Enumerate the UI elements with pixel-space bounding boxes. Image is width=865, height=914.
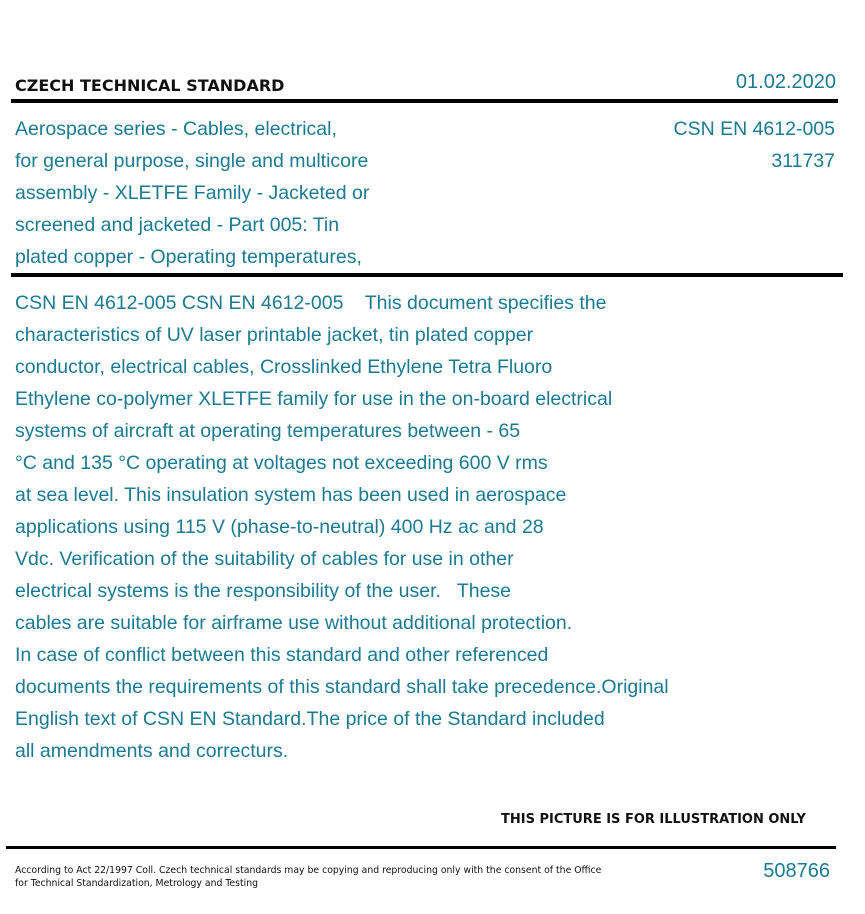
description-line: cables are suitable for airframe use without additional protection. <box>15 612 573 634</box>
description-line: CSN EN 4612-005 CSN EN 4612-005 This document specifies the <box>15 292 607 314</box>
standard-title-line: screened and jacketed - Part 005: Tin <box>15 214 340 236</box>
illustration-disclaimer: THIS PICTURE IS FOR ILLUSTRATION ONLY <box>501 812 806 827</box>
legal-notice-line: According to Act 22/1997 Coll. Czech technical standards may be copying and reproducing only with the consent of the Office <box>15 865 602 876</box>
standard-identifiers <box>673 113 835 177</box>
standard-title-line: plated copper - Operating temperatures, <box>15 246 362 268</box>
document-type-heading: CZECH TECHNICAL STANDARD <box>15 76 285 95</box>
header-divider <box>11 99 838 103</box>
description-line: systems of aircraft at operating temperatures between - 65 <box>15 420 521 442</box>
standard-description <box>15 287 750 767</box>
description-line: conductor, electrical cables, Crosslinked Ethylene Tetra Fluoro <box>15 356 553 378</box>
standard-title-line: for general purpose, single and multicore <box>15 150 369 172</box>
publication-date: 01.02.2020 <box>735 71 836 93</box>
description-line: electrical systems is the responsibility of the user. These <box>15 580 512 602</box>
footer-divider <box>6 846 836 849</box>
standard-title-line: Aerospace series - Cables, electrical, <box>15 118 337 140</box>
description-line: documents the requirements of this standard shall take precedence.Original <box>15 676 669 698</box>
document-id-number: 508766 <box>763 860 830 882</box>
description-line: English text of CSN EN Standard.The price of the Standard included <box>15 708 605 730</box>
description-line: at sea level. This insulation system has been used in aerospace <box>15 484 567 506</box>
legal-notice-line: for Technical Standardization, Metrology and Testing <box>15 878 259 889</box>
standard-catalog-number: 311737 <box>771 150 835 172</box>
description-line: Ethylene co-polymer XLETFE family for use in the on-board electrical <box>15 388 613 410</box>
description-line: Vdc. Verification of the suitability of cables for use in other <box>15 548 514 570</box>
description-line: In case of conflict between this standard and other referenced <box>15 644 549 666</box>
description-line: applications using 115 V (phase-to-neutral) 400 Hz ac and 28 <box>15 516 544 538</box>
standard-title-line: assembly - XLETFE Family - Jacketed or <box>15 182 370 204</box>
legal-notice <box>15 864 605 890</box>
standard-title <box>15 113 415 273</box>
description-line: characteristics of UV laser printable jacket, tin plated copper <box>15 324 534 346</box>
description-line: °C and 135 °C operating at voltages not exceeding 600 V rms <box>15 452 548 474</box>
description-line: all amendments and correcturs. <box>15 740 289 762</box>
standard-code: CSN EN 4612-005 <box>673 118 835 140</box>
title-divider <box>11 273 843 277</box>
